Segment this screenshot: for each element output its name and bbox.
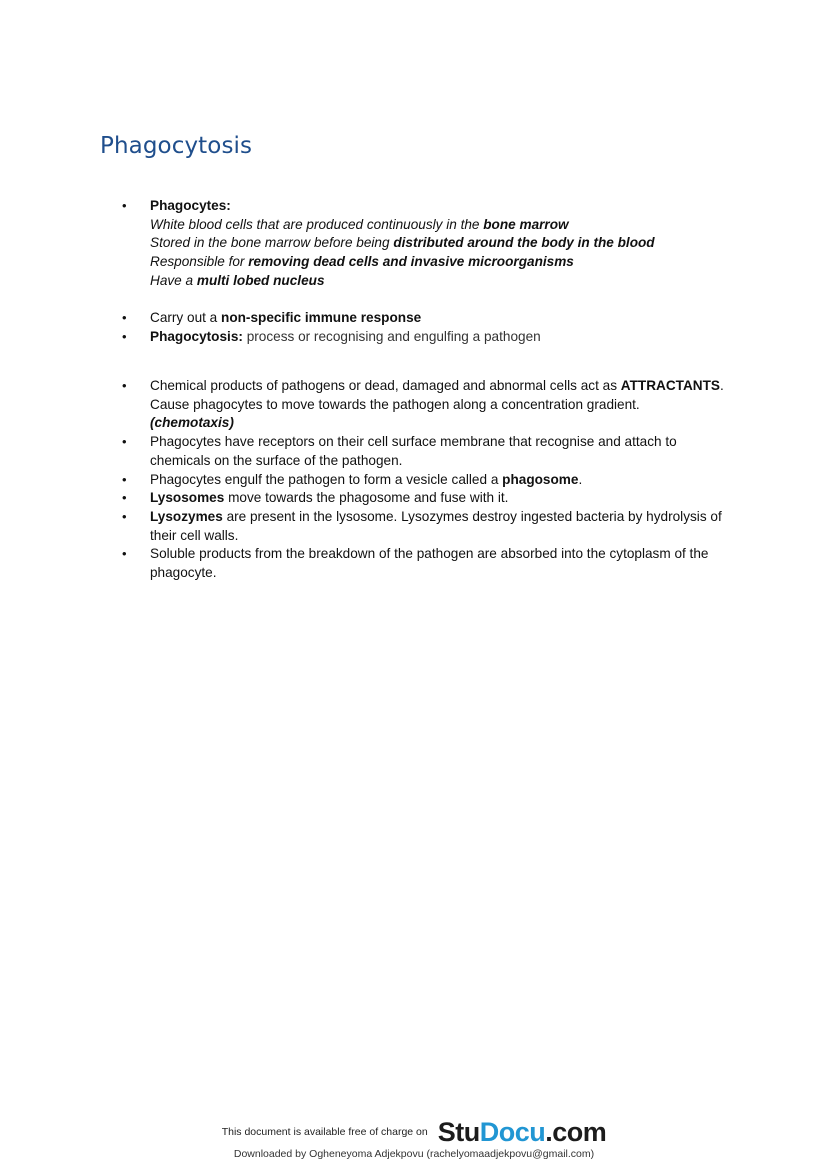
bullet: • <box>122 328 127 344</box>
phagocytes-list <box>0 197 828 291</box>
list-item: • Phagocytes engulf the pathogen to form a vesicle called a phagosome. <box>0 471 828 490</box>
footer-downloaded-by: Downloaded by Ogheneyoma Adjekpovu (rachelyomaadjekpovu@gmail.com) <box>233 1148 595 1160</box>
bullet: • <box>122 378 127 393</box>
item-line: Responsible for removing dead cells and invasive microorganisms <box>150 254 574 270</box>
list-item: • Phagocytosis: process or recognising and engulfing a pathogen <box>0 328 828 347</box>
bullet: • <box>122 490 127 506</box>
footer-note: This document is available free of charge on <box>221 1126 428 1138</box>
item-heading: Phagocytes: <box>150 198 231 213</box>
item-line: White blood cells that are produced continuously in the bone marrow <box>150 216 569 232</box>
list-item: • Carry out a non-specific immune response <box>0 309 828 328</box>
page-title: Phagocytosis <box>100 133 253 159</box>
process-list <box>0 377 828 583</box>
response-list <box>0 309 828 346</box>
list-item: • Phagocytes have receptors on their cell surface membrane that recognise and attach to chemicals on the surface of the pathogen. <box>122 434 677 468</box>
item-line: Stored in the bone marrow before being distributed around the body in the blood <box>150 235 655 251</box>
bullet: • <box>122 310 127 325</box>
studocu-logo[interactable]: StuDocu.com <box>437 1117 607 1147</box>
list-item: • Soluble products from the breakdown of the pathogen are absorbed into the cytoplasm of the phagocyte. <box>122 546 709 581</box>
list-item: • Lysozymes are present in the lysosome. Lysozymes destroy ingested bacteria by hydrolysis of their cell walls. <box>122 508 722 543</box>
footer-availability <box>0 1117 828 1147</box>
bullet: • <box>122 471 127 487</box>
bullet: • <box>122 508 127 524</box>
bullet: • <box>122 546 127 562</box>
list-item: • Lysosomes move towards the phagosome and fuse with it. <box>0 489 828 508</box>
list-item: • Chemical products of pathogens or dead, damaged and abnormal cells act as ATTRACTANTS. Cause phagocytes to move towards the pathogen along a concentration gradient. (chemotaxis) <box>122 378 724 431</box>
bullet: • <box>122 434 127 450</box>
bullet: • <box>122 198 127 213</box>
item-line: Have a multi lobed nucleus <box>150 272 325 288</box>
list-item <box>0 197 828 291</box>
